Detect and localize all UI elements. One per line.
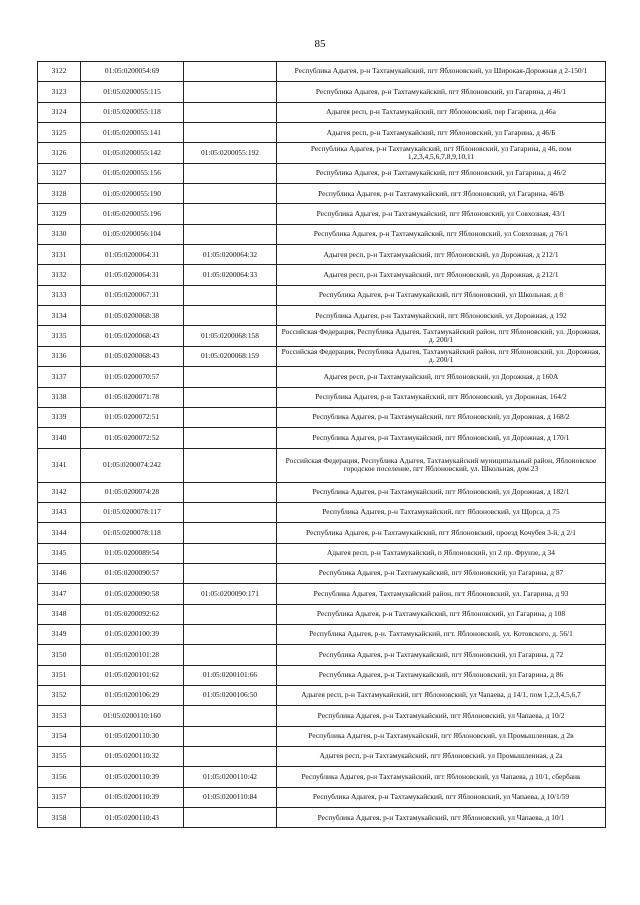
table-row (38, 726, 606, 746)
related-cadastral-number-cell (184, 448, 277, 482)
related-cadastral-number-cell (184, 624, 277, 644)
table-row (38, 407, 606, 427)
table-row (38, 523, 606, 543)
related-cadastral-number-cell: 01:05:0200055:192 (184, 143, 277, 163)
table-row (38, 62, 606, 82)
row-number-cell: 3151 (38, 665, 81, 685)
cadastral-number-cell: 01:05:0200101:62 (81, 665, 184, 685)
row-number-cell: 3127 (38, 163, 81, 183)
address-cell: Республика Адыгея, р-н Тахтамукайский, пгт Яблоновский, проезд Кочубея 3-й, д 2/1 (277, 523, 606, 543)
address-cell: Адыгея респ, р-н Тахтамукайский, пгт Яблоновский, ул Гагарина, д 46/Б (277, 123, 606, 143)
cadastral-number-cell: 01:05:0200072:52 (81, 428, 184, 448)
address-cell: Республика Адыгея, р-н Тахтамукайский, пгт Яблоновский, ул Гагарина, д 86 (277, 665, 606, 685)
related-cadastral-number-cell: 01:05:0200101:66 (184, 665, 277, 685)
table-row (38, 245, 606, 265)
table-row (38, 808, 606, 828)
cadastral-number-cell: 01:05:0200110:32 (81, 747, 184, 767)
row-number-cell: 3131 (38, 245, 81, 265)
related-cadastral-number-cell (184, 82, 277, 102)
table-row (38, 346, 606, 366)
address-cell: Республика Адыгея, р-н Тахтамукайский, пгт Яблоновский, ул Чапаева, д 10/1 (277, 808, 606, 828)
related-cadastral-number-cell (184, 747, 277, 767)
related-cadastral-number-cell: 01:05:0200106:50 (184, 685, 277, 705)
address-cell: Республика Адыгея, р-н Тахтамукайский, пгт Яблоновский, ул Гагарина, д 72 (277, 645, 606, 665)
address-cell: Республика Адыгея, р-н Тахтамукайский, пгт Яблоновский, ул Дорожная, д 168/2 (277, 407, 606, 427)
table-row (38, 706, 606, 726)
page-number: 85 (314, 38, 326, 50)
row-number-cell: 3148 (38, 604, 81, 624)
related-cadastral-number-cell (184, 482, 277, 502)
cadastral-number-cell: 01:05:0200055:196 (81, 204, 184, 224)
row-number-cell: 3122 (38, 62, 81, 82)
related-cadastral-number-cell (184, 502, 277, 522)
cadastral-number-cell: 01:05:0200089:54 (81, 543, 184, 563)
table-row (38, 563, 606, 583)
address-cell: Российская Федерация, Республика Адыгея, Тахтамукайский район, пгт Яблоновский, ул. Дорожная, д. 200/1 (277, 346, 606, 366)
cadastral-number-cell: 01:05:0200055:115 (81, 82, 184, 102)
registry-table (37, 61, 606, 828)
related-cadastral-number-cell (184, 706, 277, 726)
row-number-cell: 3143 (38, 502, 81, 522)
address-cell: Республика Адыгея, р-н Тахтамукайский, пгт Яблоновский, ул Гагарина, д 108 (277, 604, 606, 624)
address-cell: Республика Адыгея, р-н Тахтамукайский, пгт Яблоновский, ул Совхозная, 43/1 (277, 204, 606, 224)
cadastral-number-cell: 01:05:0200100:39 (81, 624, 184, 644)
row-number-cell: 3132 (38, 265, 81, 285)
related-cadastral-number-cell: 01:05:0200064:33 (184, 265, 277, 285)
row-number-cell: 3137 (38, 367, 81, 387)
row-number-cell: 3154 (38, 726, 81, 746)
address-cell: Адыгея респ, р-н Тахтамукайский, пгт Яблоновский, ул Промышленная, д 2а (277, 747, 606, 767)
related-cadastral-number-cell (184, 604, 277, 624)
cadastral-number-cell: 01:05:0200064:31 (81, 245, 184, 265)
related-cadastral-number-cell (184, 184, 277, 204)
table-row (38, 747, 606, 767)
row-number-cell: 3144 (38, 523, 81, 543)
row-number-cell: 3146 (38, 563, 81, 583)
row-number-cell: 3141 (38, 448, 81, 482)
row-number-cell: 3129 (38, 204, 81, 224)
address-cell: Республика Адыгея, р-н Тахтамукайский, пгт Яблоновский, ул Школьная, д 8 (277, 285, 606, 305)
row-number-cell: 3157 (38, 787, 81, 807)
table-row (38, 204, 606, 224)
table-row (38, 584, 606, 604)
related-cadastral-number-cell (184, 62, 277, 82)
cadastral-number-cell: 01:05:0200055:118 (81, 102, 184, 122)
row-number-cell: 3152 (38, 685, 81, 705)
row-number-cell: 3150 (38, 645, 81, 665)
row-number-cell: 3149 (38, 624, 81, 644)
address-cell: Республика Адыгея, р-н Тахтамукайский, пгт Яблоновский, ул Дорожная, д 170/1 (277, 428, 606, 448)
address-cell: Республика Адыгея, р-н Тахтамукайский, пгт Яблоновский, ул Гагарина, д 87 (277, 563, 606, 583)
related-cadastral-number-cell (184, 285, 277, 305)
address-cell: Республика Адыгея, р-н Тахтамукайский, пгт Яблоновский, ул Дорожная, 164/2 (277, 387, 606, 407)
row-number-cell: 3128 (38, 184, 81, 204)
address-cell: Республика Адыгея, р-н Тахтамукайский, пгт Яблоновский, ул Гагарина, д 46/1 (277, 82, 606, 102)
table-row (38, 326, 606, 346)
related-cadastral-number-cell (184, 224, 277, 244)
address-cell: Республика Адыгея, р-н Тахтамукайский, пгт Яблоновский, ул Гагарина, 46/В (277, 184, 606, 204)
cadastral-number-cell: 01:05:0200101:28 (81, 645, 184, 665)
address-cell: Республика Адыгея, р-н Тахтамукайский, пгт Яблоновский, ул Чапаева, д 10/1/59 (277, 787, 606, 807)
table-row (38, 604, 606, 624)
address-cell: Адыгея респ, р-н Тахтамукайский, п Яблоновский, ул 2 пр. Фрунзе, д 34 (277, 543, 606, 563)
address-cell: Республика Адыгея, р-н Тахтамукайский, пгт Яблоновский, ул Гагарина, д 46/2 (277, 163, 606, 183)
related-cadastral-number-cell (184, 163, 277, 183)
address-cell: Республика Адыгея, р-н Тахтамукайский, пгт Яблоновский, ул Совхозная, д 76/1 (277, 224, 606, 244)
cadastral-number-cell: 01:05:0200071:78 (81, 387, 184, 407)
cadastral-number-cell: 01:05:0200074:28 (81, 482, 184, 502)
table-row (38, 787, 606, 807)
related-cadastral-number-cell (184, 523, 277, 543)
table-row (38, 645, 606, 665)
address-cell: Республика Адыгея, р-н Тахтамукайский, пгт Яблоновский, ул Чапаева, д 10/2 (277, 706, 606, 726)
related-cadastral-number-cell (184, 367, 277, 387)
cadastral-number-cell: 01:05:0200110:160 (81, 706, 184, 726)
cadastral-number-cell: 01:05:0200055:142 (81, 143, 184, 163)
table-row (38, 482, 606, 502)
table-row (38, 123, 606, 143)
table-row (38, 265, 606, 285)
address-cell: Российская Федерация, Республика Адыгея, Тахтамукайский муниципальный район, Яблоновское городское поселение, пгт Яблоновский, ул. Школьная, дом 23 (277, 448, 606, 482)
address-cell: Республика Адыгея, р-н Тахтамукайский, пгт Яблоновский, ул Чапаева, д 10/1, сбербанк (277, 767, 606, 787)
row-number-cell: 3138 (38, 387, 81, 407)
table-row (38, 306, 606, 326)
row-number-cell: 3145 (38, 543, 81, 563)
address-cell: Адыгея респ, р-н Тахтамукайский, пгт Яблоновский, ул Дорожная, д 160А (277, 367, 606, 387)
related-cadastral-number-cell (184, 204, 277, 224)
row-number-cell: 3140 (38, 428, 81, 448)
address-cell: Республика Адыгея, р-н. Тахтамукайский, пгт. Яблоновский, ул. Котовского, д. 56/1 (277, 624, 606, 644)
related-cadastral-number-cell (184, 563, 277, 583)
table-row (38, 543, 606, 563)
cadastral-number-cell: 01:05:0200068:43 (81, 326, 184, 346)
address-cell: Адыгея респ, р-н Тахтамукайский, пгт Яблоновский, пер Гагарина, д 46а (277, 102, 606, 122)
cadastral-number-cell: 01:05:0200056:104 (81, 224, 184, 244)
row-number-cell: 3133 (38, 285, 81, 305)
row-number-cell: 3142 (38, 482, 81, 502)
row-number-cell: 3158 (38, 808, 81, 828)
related-cadastral-number-cell (184, 102, 277, 122)
cadastral-number-cell: 01:05:0200078:117 (81, 502, 184, 522)
row-number-cell: 3155 (38, 747, 81, 767)
table-row (38, 143, 606, 163)
table-body (38, 62, 606, 828)
address-cell: Адыгея респ, р-н Тахтамукайский, пгт Яблоновский, ул Дорожная, д 212/1 (277, 265, 606, 285)
row-number-cell: 3130 (38, 224, 81, 244)
address-cell: Республика Адыгея, р-н Тахтамукайский, пгт Яблоновский, ул Широкая-Дорожная д 2-150/1 (277, 62, 606, 82)
table-row (38, 767, 606, 787)
cadastral-number-cell: 01:05:0200055:190 (81, 184, 184, 204)
table-row (38, 448, 606, 482)
related-cadastral-number-cell: 01:05:0200064:32 (184, 245, 277, 265)
table-row (38, 665, 606, 685)
cadastral-number-cell: 01:05:0200110:39 (81, 767, 184, 787)
cadastral-number-cell: 01:05:0200064:31 (81, 265, 184, 285)
cadastral-number-cell: 01:05:0200054:69 (81, 62, 184, 82)
row-number-cell: 3123 (38, 82, 81, 102)
row-number-cell: 3156 (38, 767, 81, 787)
related-cadastral-number-cell (184, 726, 277, 746)
address-cell: Адыгея респ, р-н Тахтамукайский, пгт Яблоновский, ул Дорожная, д 212/1 (277, 245, 606, 265)
related-cadastral-number-cell: 01:05:0200110:84 (184, 787, 277, 807)
cadastral-number-cell: 01:05:0200110:39 (81, 787, 184, 807)
table-row (38, 224, 606, 244)
address-cell: Республика Адыгея, р-н Тахтамукайский, пгт Яблоновский, ул Дорожная, д 192 (277, 306, 606, 326)
related-cadastral-number-cell (184, 645, 277, 665)
address-cell: Республика Адыгея, р-н Тахтамукайский, пгт Яблоновский, ул Дорожная, д 182/1 (277, 482, 606, 502)
cadastral-number-cell: 01:05:0200090:58 (81, 584, 184, 604)
cadastral-number-cell: 01:05:0200070:57 (81, 367, 184, 387)
row-number-cell: 3139 (38, 407, 81, 427)
address-cell: Адыгея респ, р-н Тахтамукайский, пгт Яблоновский, ул Чапаева, д 14/1, пом 1,2,3,4,5,6,7 (277, 685, 606, 705)
related-cadastral-number-cell (184, 407, 277, 427)
table-row (38, 285, 606, 305)
address-cell: Республика Адыгея, Тахтамукайский район, пгт Яблоновский, ул. Гагарина, д 93 (277, 584, 606, 604)
address-cell: Республика Адыгея, р-н Тахтамукайский, пгт Яблоновский, ул Промышленная, д 2в (277, 726, 606, 746)
row-number-cell: 3153 (38, 706, 81, 726)
cadastral-number-cell: 01:05:0200068:43 (81, 346, 184, 366)
cadastral-number-cell: 01:05:0200092:62 (81, 604, 184, 624)
row-number-cell: 3147 (38, 584, 81, 604)
table-row (38, 82, 606, 102)
related-cadastral-number-cell (184, 123, 277, 143)
row-number-cell: 3135 (38, 326, 81, 346)
related-cadastral-number-cell: 01:05:0200110:42 (184, 767, 277, 787)
row-number-cell: 3136 (38, 346, 81, 366)
related-cadastral-number-cell: 01:05:0200068:158 (184, 326, 277, 346)
table-row (38, 428, 606, 448)
row-number-cell: 3124 (38, 102, 81, 122)
table-row (38, 685, 606, 705)
table-row (38, 387, 606, 407)
table-row (38, 624, 606, 644)
address-cell: Республика Адыгея, р-н Тахтамукайский, пгт Яблоновский, ул Гагарина, д 46, пом 1,2,3,4,5,6,7,8,9,10,11 (277, 143, 606, 163)
cadastral-number-cell: 01:05:0200055:141 (81, 123, 184, 143)
table-row (38, 184, 606, 204)
cadastral-number-cell: 01:05:0200055:156 (81, 163, 184, 183)
cadastral-number-cell: 01:05:0200068:38 (81, 306, 184, 326)
address-cell: Российская Федерация, Республика Адыгея, Тахтамукайский район, пгт Яблоновский, ул. Дорожная, д. 200/1 (277, 326, 606, 346)
row-number-cell: 3126 (38, 143, 81, 163)
cadastral-number-cell: 01:05:0200072:51 (81, 407, 184, 427)
cadastral-number-cell: 01:05:0200074:242 (81, 448, 184, 482)
cadastral-number-cell: 01:05:0200110:30 (81, 726, 184, 746)
table-row (38, 163, 606, 183)
table-row (38, 367, 606, 387)
table-row (38, 502, 606, 522)
row-number-cell: 3134 (38, 306, 81, 326)
related-cadastral-number-cell (184, 808, 277, 828)
cadastral-number-cell: 01:05:0200078:118 (81, 523, 184, 543)
related-cadastral-number-cell (184, 306, 277, 326)
related-cadastral-number-cell: 01:05:0200090:171 (184, 584, 277, 604)
cadastral-number-cell: 01:05:0200106:29 (81, 685, 184, 705)
address-cell: Республика Адыгея, р-н Тахтамукайский, пгт Яблоновский, ул Щорса, д 75 (277, 502, 606, 522)
table-row (38, 102, 606, 122)
row-number-cell: 3125 (38, 123, 81, 143)
related-cadastral-number-cell (184, 428, 277, 448)
related-cadastral-number-cell (184, 543, 277, 563)
cadastral-number-cell: 01:05:0200067:31 (81, 285, 184, 305)
cadastral-number-cell: 01:05:0200110:43 (81, 808, 184, 828)
related-cadastral-number-cell (184, 387, 277, 407)
cadastral-number-cell: 01:05:0200090:57 (81, 563, 184, 583)
related-cadastral-number-cell: 01:05:0200068:159 (184, 346, 277, 366)
